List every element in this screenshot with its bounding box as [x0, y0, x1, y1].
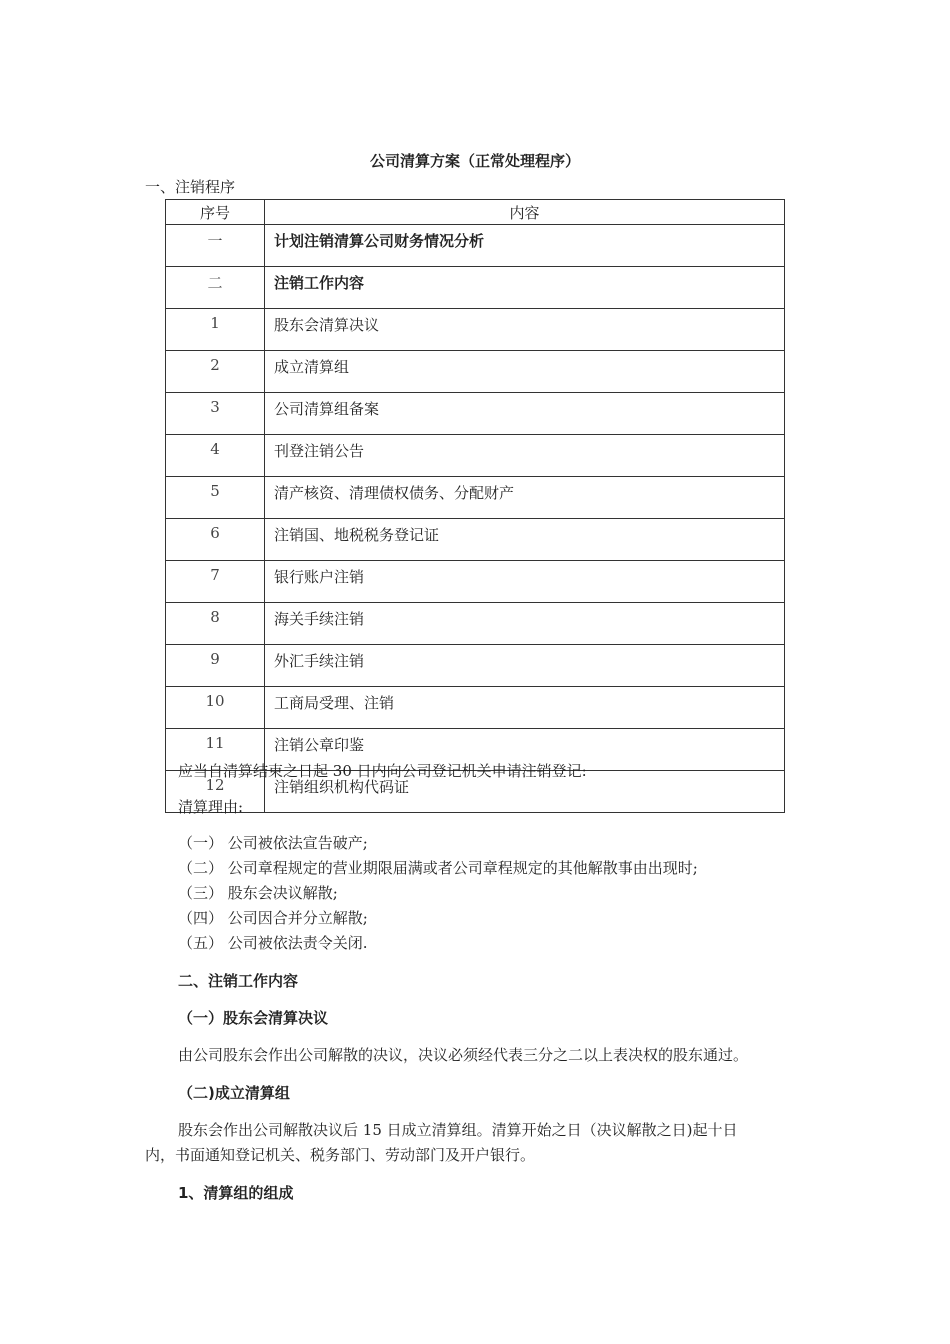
row-content: 股东会清算决议 — [265, 309, 785, 351]
row-content: 海关手续注销 — [265, 603, 785, 645]
table-row — [166, 309, 785, 351]
reason-item: （三） 股东会决议解散; — [178, 884, 338, 902]
row-number: 8 — [166, 603, 265, 645]
header-no: 序号 — [166, 200, 265, 225]
row-number: 2 — [166, 351, 265, 393]
table-row — [166, 603, 785, 645]
row-number: 5 — [166, 477, 265, 519]
deregistration-note: 应当自清算结束之日起 30 日内向公司登记机关申请注销登记: — [178, 762, 587, 780]
row-content: 银行账户注销 — [265, 561, 785, 603]
table-row — [166, 477, 785, 519]
header-content: 内容 — [265, 200, 785, 225]
row-number: 12 — [166, 771, 265, 813]
row-number: 一 — [166, 225, 265, 267]
row-content: 注销工作内容 — [265, 267, 785, 309]
reason-item: （二） 公司章程规定的营业期限届满或者公司章程规定的其他解散事由出现时; — [178, 859, 698, 877]
reason-item: （一） 公司被依法宣告破产; — [178, 834, 368, 852]
row-content: 成立清算组 — [265, 351, 785, 393]
row-number: 11 — [166, 729, 265, 771]
table-row — [166, 687, 785, 729]
row-number: 1 — [166, 309, 265, 351]
subheading-liquidation-group: （二)成立清算组 — [178, 1084, 290, 1102]
table-row — [166, 351, 785, 393]
reason-label: 清算理由: — [178, 798, 244, 816]
document-title: 公司清算方案（正常处理程序） — [369, 152, 580, 170]
reason-item: （五） 公司被依法责令关闭. — [178, 934, 368, 952]
row-content: 外汇手续注销 — [265, 645, 785, 687]
row-content: 注销国、地税税务登记证 — [265, 519, 785, 561]
row-number: 7 — [166, 561, 265, 603]
table-row — [166, 561, 785, 603]
table-row — [166, 645, 785, 687]
table-row — [166, 435, 785, 477]
paragraph-shareholder-resolution: 由公司股东会作出公司解散的决议，决议必须经代表三分之二以上表决权的股东通过。 — [178, 1046, 749, 1064]
row-content: 清产核资、清理债权债务、分配财产 — [265, 477, 785, 519]
row-number: 3 — [166, 393, 265, 435]
subheading-group-composition: 1、清算组的组成 — [178, 1184, 294, 1202]
subheading-shareholder-resolution: （一）股东会清算决议 — [178, 1009, 329, 1027]
row-number: 二 — [166, 267, 265, 309]
row-content: 注销公章印鉴 — [265, 729, 785, 771]
row-content: 公司清算组备案 — [265, 393, 785, 435]
paragraph-liquidation-group-line2: 内，书面通知登记机关、税务部门、劳动部门及开户银行。 — [145, 1146, 536, 1164]
row-content: 工商局受理、注销 — [265, 687, 785, 729]
row-number: 10 — [166, 687, 265, 729]
table-row — [166, 393, 785, 435]
row-content: 计划注销清算公司财务情况分析 — [265, 225, 785, 267]
table-row — [166, 225, 785, 267]
row-number: 4 — [166, 435, 265, 477]
table-header-row — [166, 200, 785, 225]
row-content: 刊登注销公告 — [265, 435, 785, 477]
row-content: 注销组织机构代码证 — [265, 771, 785, 813]
section-heading-2: 二、注销工作内容 — [178, 972, 299, 990]
table-row — [166, 519, 785, 561]
procedure-table — [165, 199, 785, 813]
table-row — [166, 267, 785, 309]
section-heading-1: 一、注销程序 — [145, 178, 236, 196]
row-number: 6 — [166, 519, 265, 561]
reason-item: （四） 公司因合并分立解散; — [178, 909, 368, 927]
row-number: 9 — [166, 645, 265, 687]
paragraph-liquidation-group-line1: 股东会作出公司解散决议后 15 日成立清算组。清算开始之日（决议解散之日)起十日 — [178, 1121, 738, 1139]
